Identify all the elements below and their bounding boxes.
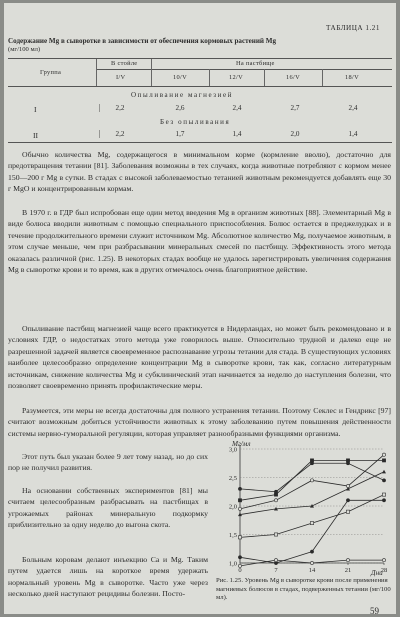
table-section-1-title: Опыливание магнезией (131, 91, 234, 99)
table-rule-bottom (8, 142, 392, 143)
chart-point (382, 493, 385, 496)
table-section-2-title: Без опыливания (160, 118, 231, 126)
chart-point (310, 522, 313, 525)
table-rule-header-bottom (8, 86, 392, 87)
figure-caption: Рис. 1.25. Уровень Mg в сыворотке крови после применения магниевых болюсов в стадах, подверженных тетании (мг/100 мл). (216, 577, 391, 602)
chart-y-tick-label: 1,5 (228, 532, 237, 539)
chart-ylabel: Мг/мл (232, 440, 251, 448)
chart-y-tick-label: 3,0 (228, 446, 237, 454)
chart-point (238, 499, 241, 502)
chart-point (382, 559, 385, 562)
table-title: Содержание Mg в сыворотке в зависимости от обеспечения кормовых растений Mg (8, 37, 277, 45)
chart-y-tick-label: 2,5 (228, 475, 237, 482)
chart-point (238, 507, 241, 510)
table-col-4: 18/V (345, 74, 359, 81)
chart-series-line-6 (240, 500, 384, 563)
table-rule-mid (96, 69, 392, 70)
chart-point (310, 459, 313, 462)
table-col-1: 10/V (173, 74, 187, 81)
paragraph-2: В 1970 г. в ГДР был испробован еще один метод введения Mg в организм животных [88]. Элементарный Mg в виде болюса вводили животным с помощью специального приспособления. Болюс остается в преджелудках и в течение продолжительного времени служит источником Mg. Абсолютное количество Mg, получаемое животным, в этом случае меньше, чем при разбрасывании минеральных смесей по пастбищу. Эффективность этого метода оказалась различной (рис. 1.25). В некоторых стадах вообще не удалось зарегистрировать увеличения содержания Mg в сыворотке крови и то время, как в других отмечалось очень благоприятное действие. (8, 208, 391, 275)
chart-point (310, 550, 313, 553)
chart-x-tick-label: 0 (238, 567, 242, 574)
figure-1-25-chart (216, 435, 392, 577)
paragraph-4-top: Разумеется, эти меры не всегда достаточны для полного устранения тетании. Поэтому Секлес и Гендрикс [97] считают возможным добиться устойчивости животных к этому заболеванию путем повышения действенности системы нервно-гуморальной регуляции, которая управляет разнообразными функциями организма. (8, 406, 391, 438)
chart-y-tick-label: 1,0 (228, 560, 237, 568)
chart-x-tick-label: 14 (308, 567, 316, 574)
paragraph-7: Больным коровам делают инъекцию Ca и Mg. Таким путем удается лишь на короткое время удержать нормальный уровень Mg в сыворотке. Часто уже через несколько дней наступают рецидивы болезни. Посто- (8, 555, 208, 599)
chart-point (310, 561, 313, 564)
chart-point (310, 479, 313, 482)
table-rule-top (8, 58, 392, 59)
chart-x-tick-label: 7 (274, 567, 278, 574)
table-cell: 1,7 (175, 130, 185, 138)
table-cell: 2,0 (290, 130, 300, 138)
chart-y-tick-label: 2,0 (228, 503, 237, 511)
chart-series-line-4 (240, 472, 384, 515)
table-pasture-header: На пастбище (236, 60, 275, 67)
chart-point (382, 470, 386, 474)
chart-point (274, 533, 277, 536)
table-row-2-group: II (33, 131, 39, 140)
table-row-1-group: I (34, 105, 37, 114)
chart-x-tick-label: 28 (380, 567, 388, 574)
table-col-group: Группа (40, 69, 62, 76)
table-col-0: I/V (116, 74, 126, 81)
chart-point (274, 499, 277, 502)
chart-point (238, 487, 241, 490)
chart-point (274, 559, 277, 562)
chart-xlabel: Дни (371, 569, 383, 577)
chart-point (274, 493, 277, 496)
book-page: ТАБЛИЦА 1.21 Содержание Mg в сыворотке в зависимости от обеспечения кормовых растений Mg (мг/100 мл) Группа В стойле На пастбище I/V 10/V 12/V 16/V 18/V Опыливание магнезией I | 2,2 2,6 2,4 2,7 2,4 Без опыливания II | 2,2 1,7 1,4 2,0 1,4 Обычно количества Mg, содержащегося в минимальном корме (кормление вволю), достаточно для предотвращения тетании [81]. Заболевания возможны в тех случаях, когда животные потребляют с кормом менее 150—200 г Mg в сутки. В стадах с высокой заболеваемостью тетанией животным рекомендуется добавлять еще 30 г MgO и концентрированным кормам. В 1970 г. в ГДР был испробован еще один метод введения Mg в организм животных [88]. Элементарный Mg в виде болюса вводили животным с помощью специального приспособления. Болюс остается в преджелудках и в течение продолжительного времени служит источником Mg. Абсолютное количество Mg, получаемое животным, в этом случае меньше, чем при разбрасывании минеральных смесей по пастбищу. Эффективность этого метода оказалась различной (рис. 1.25). В некоторых стадах вообще не удалось зарегистрировать увеличения содержания Mg в сыворотке крови и то время, как в других отмечалось очень благоприятное действие. Опыливание пастбищ магнезией чаще всего практикуется в Нидерландах, но может быть рекомендовано и в условиях ГДР, о недостатках этого метода уже говорилось выше. Относительно трудной и далеко еще не разрешенной задачей является своевременное распознавание угрозы тетании для стада. В существующих условиях наиболее целесообразно определение концентрации Mg в сыворотке крови, так как, согласно литературным источникам, снижение количества Mg и субклинический этап начинается за неделю до наступления болезни, что позволяет своевременно принять профилактические меры. Разумеется, эти меры не всегда достаточны для полного устранения тетании. Поэтому Секлес и Гендрикс [97] считают возможным добиться устойчивости животных к этому заболеванию путем повышения действенности системы нервно-гуморальной регуляции, которая управляет разнообразными функциями организма. Этот путь был указан более 9 лет тому назад, но до сих пор не получил развития. На основании собственных экспериментов [81] мы считаем целесообразным разбрасывать на пастбищах в угрожаемых районах минеральную подкормку приблизительно за одну неделю до выгона скота. Больным коровам делают инъекцию Ca и Mg. Таким путем удается лишь на короткое время удержать нормальный уровень Mg в сыворотке. Часто уже через несколько дней наступают рецидивы болезни. Посто- Мг/мл Дни 3,0 2,5 2,0 1,5 1,0 0 7 14 21 28 Рис. 1.25. Уровень Mg в сыворотке крови после применения магниевых болюсов в стадах, подверженных тетании (мг/100 мл). 59 (4, 3, 396, 614)
chart-point (346, 559, 349, 562)
table-label: ТАБЛИЦА 1.21 (326, 24, 380, 32)
table-cell: 2,7 (290, 104, 300, 112)
table-col-2: 12/V (229, 74, 243, 81)
chart-x-tick-label: 21 (344, 567, 352, 574)
chart-point (346, 487, 350, 491)
chart-series-line-5 (240, 495, 384, 538)
table-cell: 1,4 (232, 130, 242, 138)
chart-point (238, 564, 241, 567)
table-cell: 2,4 (348, 104, 358, 112)
chart-point (346, 459, 349, 462)
chart-point (346, 499, 349, 502)
table-stall-header: В стойле (111, 60, 138, 67)
chart-point (382, 499, 385, 502)
paragraph-5: Этот путь был указан более 9 лет тому назад, но до сих пор не получил развития. (8, 452, 208, 473)
table-cell: 1,4 (348, 130, 358, 138)
table-cell: 2,2 (115, 130, 125, 138)
chart-point (238, 536, 241, 539)
chart-point (382, 453, 385, 456)
page-number: 59 (370, 606, 379, 616)
chart-point (346, 510, 349, 513)
chart-point (382, 459, 385, 462)
table-cell: 2,6 (175, 104, 185, 112)
chart-point (238, 556, 241, 559)
paragraph-6: На основании собственных экспериментов [81] мы считаем целесообразным разбрасывать на пастбищах в угрожаемых районах минеральную подкормку приблизительно за одну неделю до выгона скота. (8, 486, 208, 530)
paragraph-1: Обычно количества Mg, содержащегося в минимальном корме (кормление вволю), достаточно для предотвращения тетании [81]. Заболевания возможны в тех случаях, когда животные потребляют с кормом менее 150—200 г Mg в сутки. В стадах с высокой заболеваемостью тетанией животным рекомендуется добавлять еще 30 г MgO и концентрированным кормам. (8, 150, 391, 194)
table-col-3: 16/V (286, 74, 300, 81)
paragraph-3: Опыливание пастбищ магнезией чаще всего практикуется в Нидерландах, но может быть рекомендовано и в условиях ГДР, о недостатках этого метода уже говорилось выше. Относительно трудной и далеко еще не разрешенной задачей является своевременное распознавание угрозы тетании для стада. В существующих условиях наиболее целесообразно определение концентрации Mg в сыворотке крови, так как, согласно литературным источникам, снижение количества Mg и субклинический этап начинается за неделю до наступления болезни, что позволяет своевременно принять профилактические меры. (8, 324, 391, 391)
table-cell: 2,4 (232, 104, 242, 112)
table-cell: 2,2 (115, 104, 125, 112)
table-unit: (мг/100 мл) (8, 46, 41, 53)
chart-point (382, 479, 385, 482)
